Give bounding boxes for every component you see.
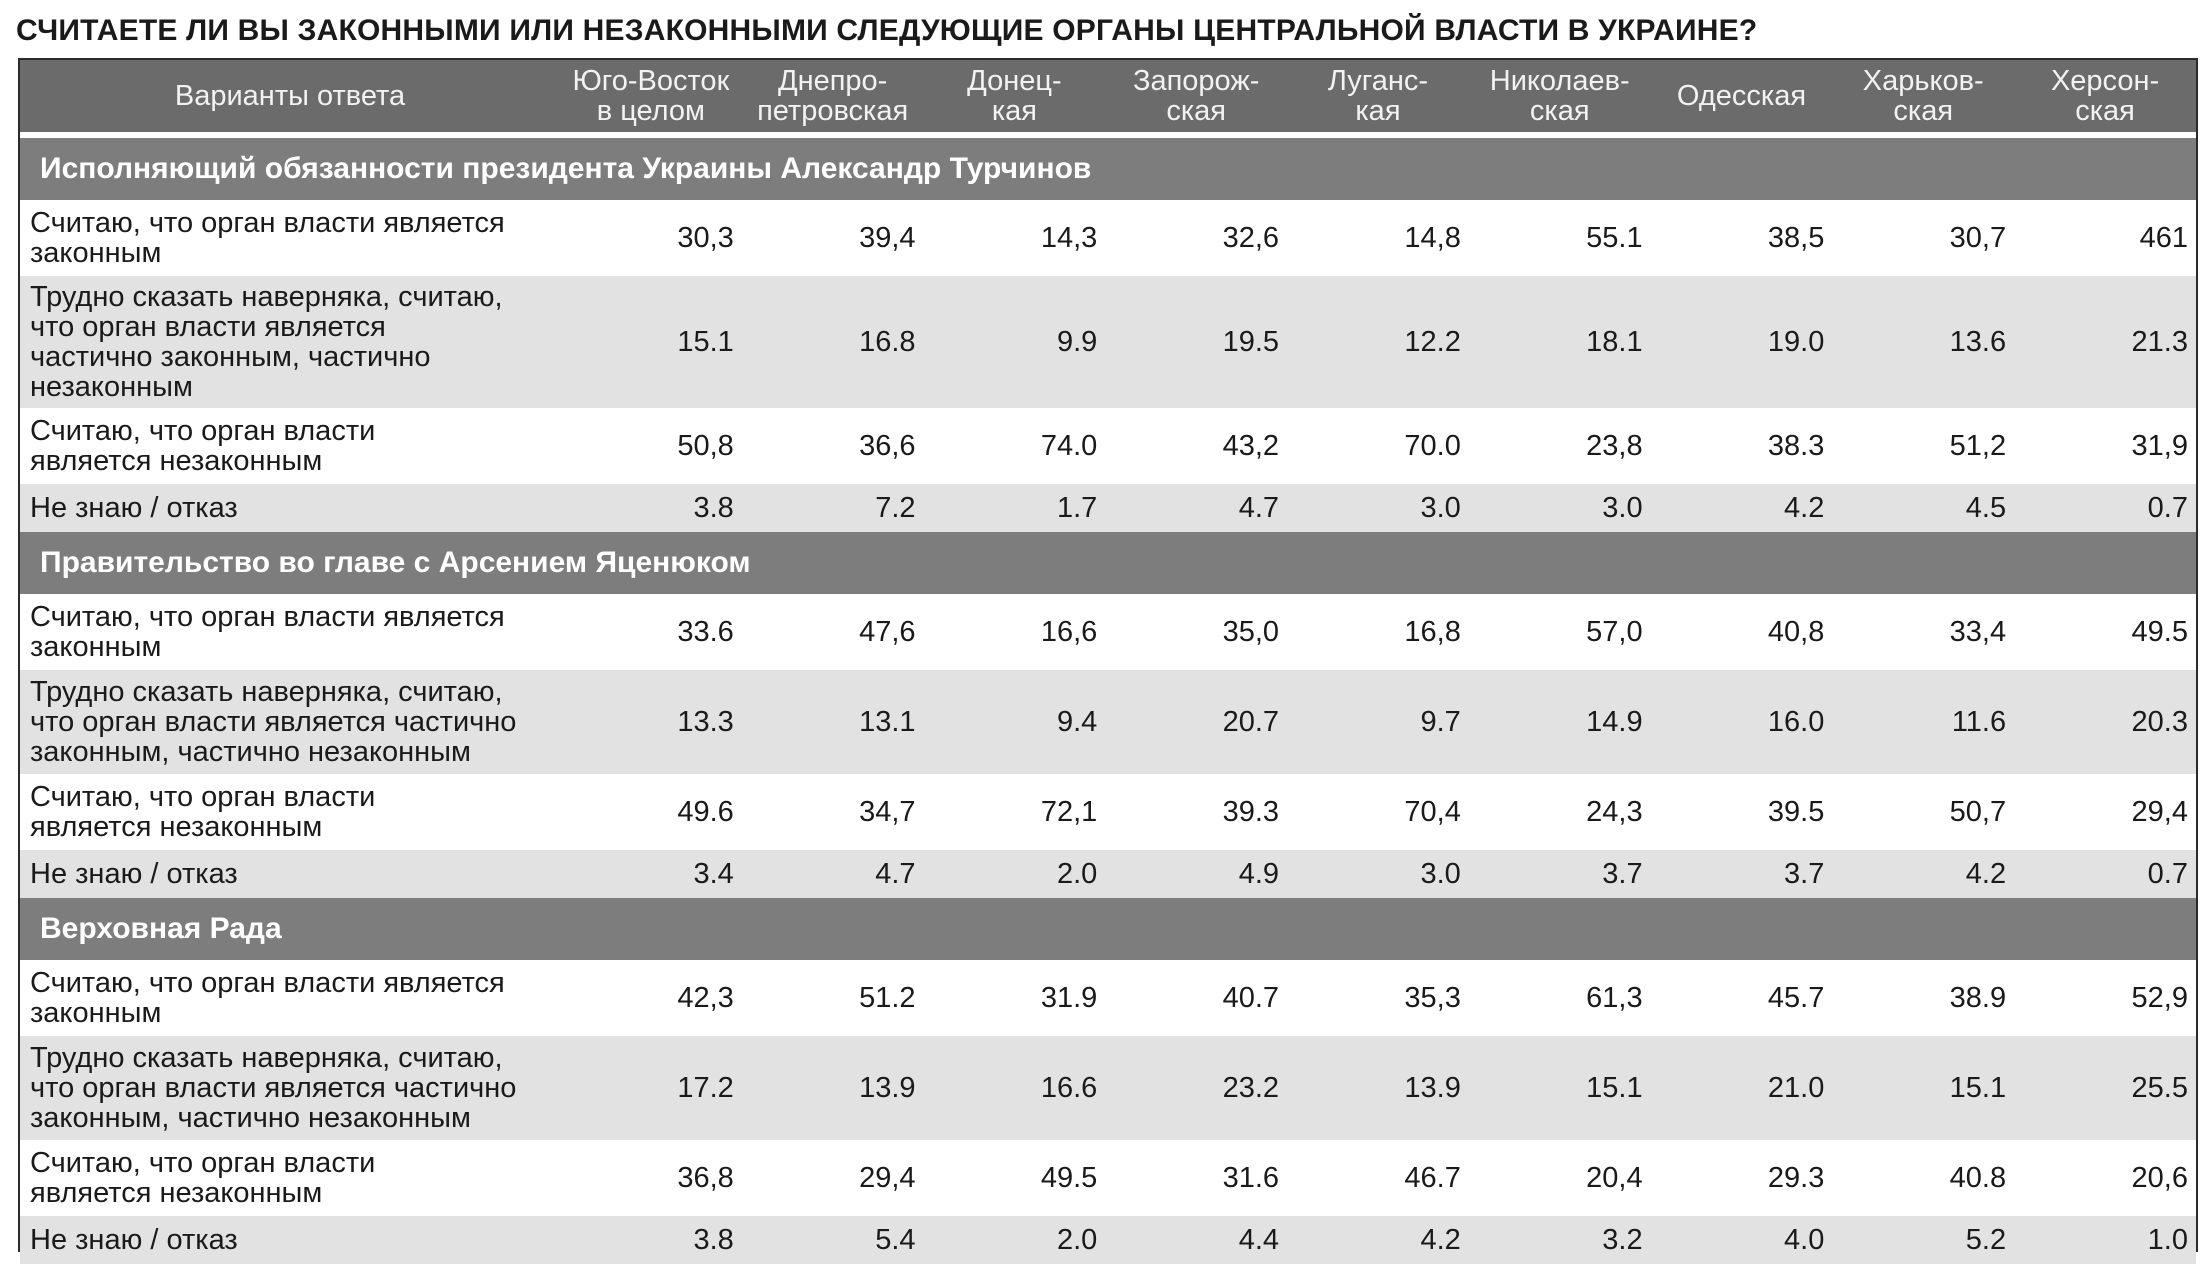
- percentage-cell: 1.7: [924, 484, 1106, 532]
- percentage-cell: 14.9: [1469, 670, 1651, 774]
- percentage-cell: 16.0: [1651, 670, 1833, 774]
- percentage-cell: 33.6: [560, 594, 742, 670]
- percentage-cell: 36,8: [560, 1140, 742, 1216]
- table-row: [20, 774, 2196, 850]
- percentage-cell: 1.0: [2014, 1216, 2196, 1264]
- percentage-cell: 18.1: [1469, 276, 1651, 408]
- section-header-row: [20, 898, 2196, 960]
- section-header-row: [20, 135, 2196, 200]
- percentage-cell: 35,0: [1105, 594, 1287, 670]
- percentage-cell: 4.7: [742, 850, 924, 898]
- percentage-cell: 21.0: [1651, 1036, 1833, 1140]
- table-row: [20, 670, 2196, 774]
- column-header-region: Херсон- ская: [2014, 60, 2196, 135]
- percentage-cell: 0.7: [2014, 484, 2196, 532]
- table-row: [20, 960, 2196, 1036]
- percentage-cell: 61,3: [1469, 960, 1651, 1036]
- percentage-cell: 7.2: [742, 484, 924, 532]
- percentage-cell: 4.0: [1651, 1216, 1833, 1264]
- percentage-cell: 13.1: [742, 670, 924, 774]
- percentage-cell: 0.7: [2014, 850, 2196, 898]
- column-header-region: Николаев- ская: [1469, 60, 1651, 135]
- percentage-cell: 39,4: [742, 200, 924, 276]
- percentage-cell: 14,3: [924, 200, 1106, 276]
- column-header-region: Юго-Восток в целом: [560, 60, 742, 135]
- percentage-cell: 31,9: [2014, 408, 2196, 484]
- percentage-cell: 49.5: [924, 1140, 1106, 1216]
- percentage-cell: 15.1: [1469, 1036, 1651, 1140]
- percentage-cell: 3.8: [560, 1216, 742, 1264]
- percentage-cell: 2.0: [924, 1216, 1106, 1264]
- answer-option-label: Не знаю / отказ: [20, 1216, 560, 1264]
- percentage-cell: 49.6: [560, 774, 742, 850]
- percentage-cell: 40.8: [1832, 1140, 2014, 1216]
- percentage-cell: 23.2: [1105, 1036, 1287, 1140]
- percentage-cell: 51.2: [742, 960, 924, 1036]
- percentage-cell: 4.2: [1651, 484, 1833, 532]
- percentage-cell: 5.4: [742, 1216, 924, 1264]
- percentage-cell: 15.1: [560, 276, 742, 408]
- percentage-cell: 46.7: [1287, 1140, 1469, 1216]
- percentage-cell: 39.5: [1651, 774, 1833, 850]
- percentage-cell: 50,8: [560, 408, 742, 484]
- percentage-cell: 20,4: [1469, 1140, 1651, 1216]
- answer-option-label: Трудно сказать наверняка, считаю, что орган власти является частично законным, частично незаконным: [20, 276, 560, 408]
- percentage-cell: 42,3: [560, 960, 742, 1036]
- percentage-cell: 70,4: [1287, 774, 1469, 850]
- percentage-cell: 3.4: [560, 850, 742, 898]
- section-header-row: [20, 532, 2196, 594]
- column-header-options: Варианты ответа: [20, 60, 560, 135]
- percentage-cell: 5.2: [1832, 1216, 2014, 1264]
- percentage-cell: 3.7: [1651, 850, 1833, 898]
- answer-option-label: Считаю, что орган власти является незаконным: [20, 774, 560, 850]
- percentage-cell: 45.7: [1651, 960, 1833, 1036]
- percentage-cell: 43,2: [1105, 408, 1287, 484]
- survey-table: [20, 60, 2196, 1264]
- answer-option-label: Считаю, что орган власти является законным: [20, 960, 560, 1036]
- percentage-cell: 20.7: [1105, 670, 1287, 774]
- percentage-cell: 4.2: [1832, 850, 2014, 898]
- percentage-cell: 38,5: [1651, 200, 1833, 276]
- percentage-cell: 36,6: [742, 408, 924, 484]
- percentage-cell: 11.6: [1832, 670, 2014, 774]
- section-title: Верховная Рада: [20, 898, 2196, 960]
- percentage-cell: 57,0: [1469, 594, 1651, 670]
- percentage-cell: 9.9: [924, 276, 1106, 408]
- percentage-cell: 24,3: [1469, 774, 1651, 850]
- column-header-region: Днепро- петровская: [742, 60, 924, 135]
- answer-option-label: Не знаю / отказ: [20, 850, 560, 898]
- percentage-cell: 4.7: [1105, 484, 1287, 532]
- percentage-cell: 16.8: [742, 276, 924, 408]
- percentage-cell: 2.0: [924, 850, 1106, 898]
- answer-option-label: Не знаю / отказ: [20, 484, 560, 532]
- survey-table-frame: [18, 58, 2198, 1256]
- percentage-cell: 9.7: [1287, 670, 1469, 774]
- percentage-cell: 74.0: [924, 408, 1106, 484]
- percentage-cell: 29,4: [2014, 774, 2196, 850]
- percentage-cell: 4.4: [1105, 1216, 1287, 1264]
- percentage-cell: 29,4: [742, 1140, 924, 1216]
- percentage-cell: 19.0: [1651, 276, 1833, 408]
- percentage-cell: 52,9: [2014, 960, 2196, 1036]
- percentage-cell: 55.1: [1469, 200, 1651, 276]
- answer-option-label: Трудно сказать наверняка, считаю, что орган власти является частично законным, частично незаконным: [20, 670, 560, 774]
- table-row: [20, 408, 2196, 484]
- percentage-cell: 29.3: [1651, 1140, 1833, 1216]
- column-header-region: Донец- кая: [924, 60, 1106, 135]
- percentage-cell: 4.2: [1287, 1216, 1469, 1264]
- percentage-cell: 39.3: [1105, 774, 1287, 850]
- column-header-region: Луганс- кая: [1287, 60, 1469, 135]
- table-row: [20, 276, 2196, 408]
- table-row: [20, 850, 2196, 898]
- percentage-cell: 3.0: [1287, 484, 1469, 532]
- answer-option-label: Считаю, что орган власти является законным: [20, 594, 560, 670]
- percentage-cell: 4.9: [1105, 850, 1287, 898]
- answer-option-label: Трудно сказать наверняка, считаю, что орган власти является частично законным, частично незаконным: [20, 1036, 560, 1140]
- percentage-cell: 12.2: [1287, 276, 1469, 408]
- percentage-cell: 20.3: [2014, 670, 2196, 774]
- percentage-cell: 17.2: [560, 1036, 742, 1140]
- column-header-region: Одесская: [1651, 60, 1833, 135]
- percentage-cell: 50,7: [1832, 774, 2014, 850]
- answer-option-label: Считаю, что орган власти является незаконным: [20, 408, 560, 484]
- percentage-cell: 34,7: [742, 774, 924, 850]
- percentage-cell: 3.7: [1469, 850, 1651, 898]
- percentage-cell: 49.5: [2014, 594, 2196, 670]
- percentage-cell: 13.9: [1287, 1036, 1469, 1140]
- table-row: [20, 1140, 2196, 1216]
- percentage-cell: 16,6: [924, 594, 1106, 670]
- percentage-cell: 4.5: [1832, 484, 2014, 532]
- percentage-cell: 461: [2014, 200, 2196, 276]
- column-header-region: Запорож- ская: [1105, 60, 1287, 135]
- percentage-cell: 70.0: [1287, 408, 1469, 484]
- percentage-cell: 31.6: [1105, 1140, 1287, 1216]
- header-row: [20, 60, 2196, 135]
- page-title: СЧИТАЕТЕ ЛИ ВЫ ЗАКОННЫМИ ИЛИ НЕЗАКОННЫМИ СЛЕДУЮЩИЕ ОРГАНЫ ЦЕНТРАЛЬНОЙ ВЛАСТИ В УКРАИНЕ?: [16, 14, 1758, 47]
- percentage-cell: 23,8: [1469, 408, 1651, 484]
- percentage-cell: 30,3: [560, 200, 742, 276]
- table-body: [20, 135, 2196, 1264]
- percentage-cell: 3.0: [1287, 850, 1469, 898]
- table-row: [20, 200, 2196, 276]
- table-row: [20, 594, 2196, 670]
- percentage-cell: 13.6: [1832, 276, 2014, 408]
- percentage-cell: 72,1: [924, 774, 1106, 850]
- percentage-cell: 13.3: [560, 670, 742, 774]
- percentage-cell: 3.0: [1469, 484, 1651, 532]
- percentage-cell: 33,4: [1832, 594, 2014, 670]
- section-title: Правительство во главе с Арсением Яценюком: [20, 532, 2196, 594]
- percentage-cell: 31.9: [924, 960, 1106, 1036]
- percentage-cell: 16,8: [1287, 594, 1469, 670]
- percentage-cell: 38.9: [1832, 960, 2014, 1036]
- percentage-cell: 40.7: [1105, 960, 1287, 1036]
- percentage-cell: 21.3: [2014, 276, 2196, 408]
- percentage-cell: 30,7: [1832, 200, 2014, 276]
- answer-option-label: Считаю, что орган власти является незаконным: [20, 1140, 560, 1216]
- percentage-cell: 16.6: [924, 1036, 1106, 1140]
- percentage-cell: 9.4: [924, 670, 1106, 774]
- percentage-cell: 32,6: [1105, 200, 1287, 276]
- percentage-cell: 35,3: [1287, 960, 1469, 1036]
- column-header-region: Харьков- ская: [1832, 60, 2014, 135]
- table-row: [20, 1216, 2196, 1264]
- percentage-cell: 20,6: [2014, 1140, 2196, 1216]
- percentage-cell: 47,6: [742, 594, 924, 670]
- percentage-cell: 51,2: [1832, 408, 2014, 484]
- percentage-cell: 19.5: [1105, 276, 1287, 408]
- table-row: [20, 484, 2196, 532]
- percentage-cell: 14,8: [1287, 200, 1469, 276]
- percentage-cell: 25.5: [2014, 1036, 2196, 1140]
- section-title: Исполняющий обязанности президента Украины Александр Турчинов: [20, 135, 2196, 200]
- percentage-cell: 40,8: [1651, 594, 1833, 670]
- percentage-cell: 3.2: [1469, 1216, 1651, 1264]
- answer-option-label: Считаю, что орган власти является законным: [20, 200, 560, 276]
- percentage-cell: 38.3: [1651, 408, 1833, 484]
- percentage-cell: 13.9: [742, 1036, 924, 1140]
- table-row: [20, 1036, 2196, 1140]
- percentage-cell: 15.1: [1832, 1036, 2014, 1140]
- percentage-cell: 3.8: [560, 484, 742, 532]
